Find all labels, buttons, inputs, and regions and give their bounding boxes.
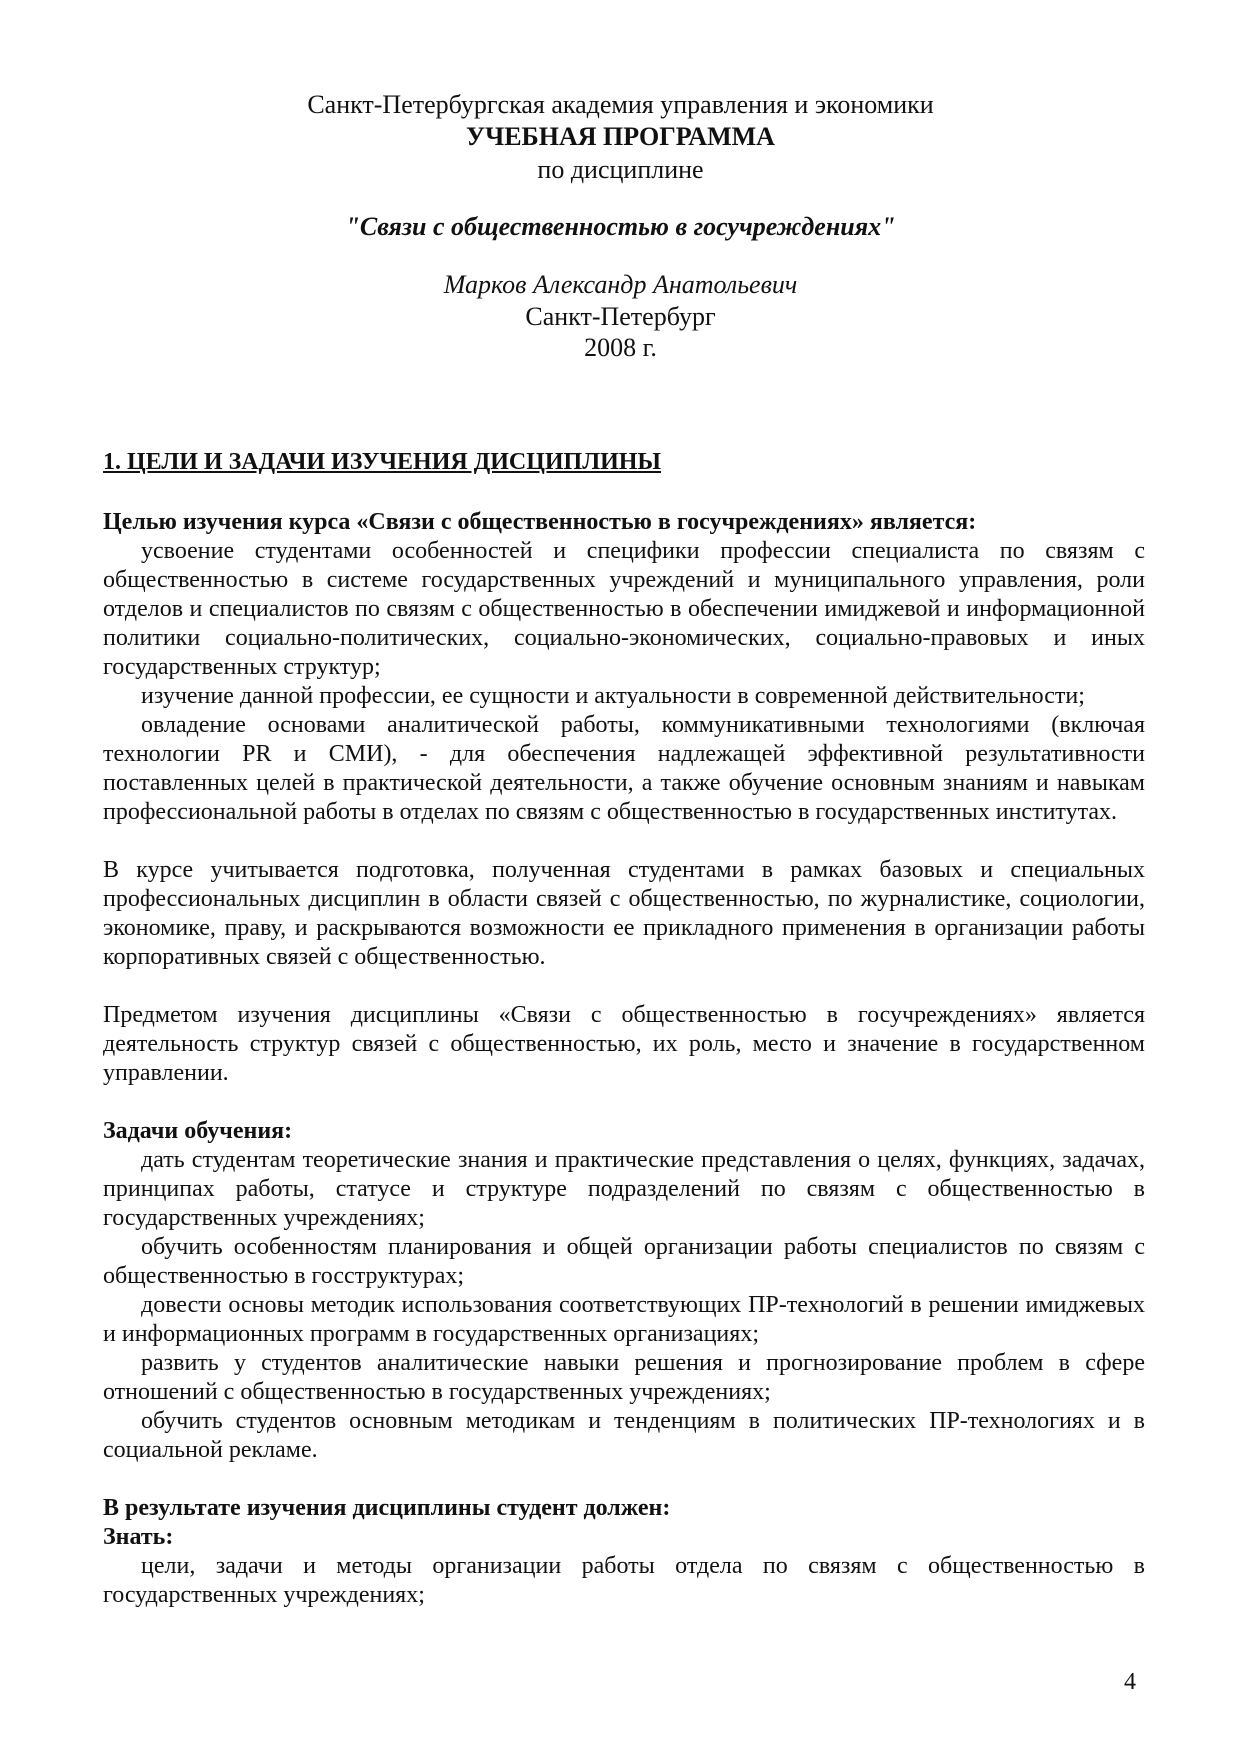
task-item: обучить студентов основным методикам и тенденциям в политических ПР-технологиях и в социальной рекламе.: [103, 1408, 1145, 1463]
institution-name: Санкт-Петербургская академия управления и экономики: [307, 90, 934, 119]
task-item: дать студентам теоретические знания и практические представления о целях, функциях, задачах, принципах работы, статусе и структуре подразделений по связям с общественностью в государственных учреждениях;: [103, 1147, 1145, 1231]
paragraph-subject: Предметом изучения дисциплины «Связи с общественностью в госучреждениях» является деятельность структур связей с общественностью, их роль, место и значение в государственном управлении.: [103, 1002, 1145, 1086]
know-heading: Знать:: [103, 1524, 174, 1550]
discipline-title: "Связи с общественностью в госучреждениях": [345, 212, 896, 241]
task-item: обучить особенностям планирования и общей организации работы специалистов по связям с общественностью в госструктурах;: [103, 1234, 1145, 1289]
page-number: 4: [1124, 1669, 1136, 1695]
discipline-caption: по дисциплине: [537, 155, 704, 184]
know-item: цели, задачи и методы организации работы отдела по связям с общественностью в государственных учреждениях;: [103, 1553, 1145, 1608]
goal-item: овладение основами аналитической работы, коммуникативными технологиями (включая технологии PR и СМИ), - для обеспечения надлежащей эффективной результативности поставленных целей в практической деятельности, а также обучение основным знаниям и навыкам профессиональной работы в отделах по связям с общественностью в государственных институтах.: [103, 712, 1145, 825]
task-item: развить у студентов аналитические навыки решения и прогнозирование проблем в сфере отношений с общественностью в государственных учреждениях;: [103, 1350, 1145, 1405]
paragraph-training: В курсе учитывается подготовка, полученная студентами в рамках базовых и специальных профессиональных дисциплин в области связей с общественностью, по журналистике, социологии, экономике, праву, и раскрываются возможности ее прикладного применения в организации работы корпоративных связей с общественностью.: [103, 857, 1145, 970]
city: Санкт-Петербург: [525, 302, 716, 331]
goal-item: изучение данной профессии, ее сущности и актуальности в современной действительности;: [141, 683, 1085, 709]
author-name: Марков Александр Анатольевич: [443, 270, 798, 299]
result-heading: В результате изучения дисциплины студент должен:: [103, 1495, 671, 1521]
task-item: довести основы методик использования соответствующих ПР-технологий в решении имиджевых и информационных программ в государственных организациях;: [103, 1292, 1145, 1347]
goal-item: усвоение студентами особенностей и специфики профессии специалиста по связям с общественностью в системе государственных учреждений и муниципального управления, роли отделов и специалистов по связям с общественностью в обеспечении имиджевой и информационной политики социально-политических, социально-экономических, социально-правовых и иных государственных структур;: [103, 538, 1145, 680]
year: 2008 г.: [584, 333, 657, 362]
goal-heading: Целью изучения курса «Связи с общественностью в госучреждениях» является:: [103, 509, 977, 535]
section-title: 1. ЦЕЛИ И ЗАДАЧИ ИЗУЧЕНИЯ ДИСЦИПЛИНЫ: [103, 449, 661, 475]
section-body: [103, 508, 1145, 1610]
document-type: УЧЕБНАЯ ПРОГРАММА: [466, 122, 775, 151]
tasks-heading: Задачи обучения:: [103, 1118, 293, 1144]
